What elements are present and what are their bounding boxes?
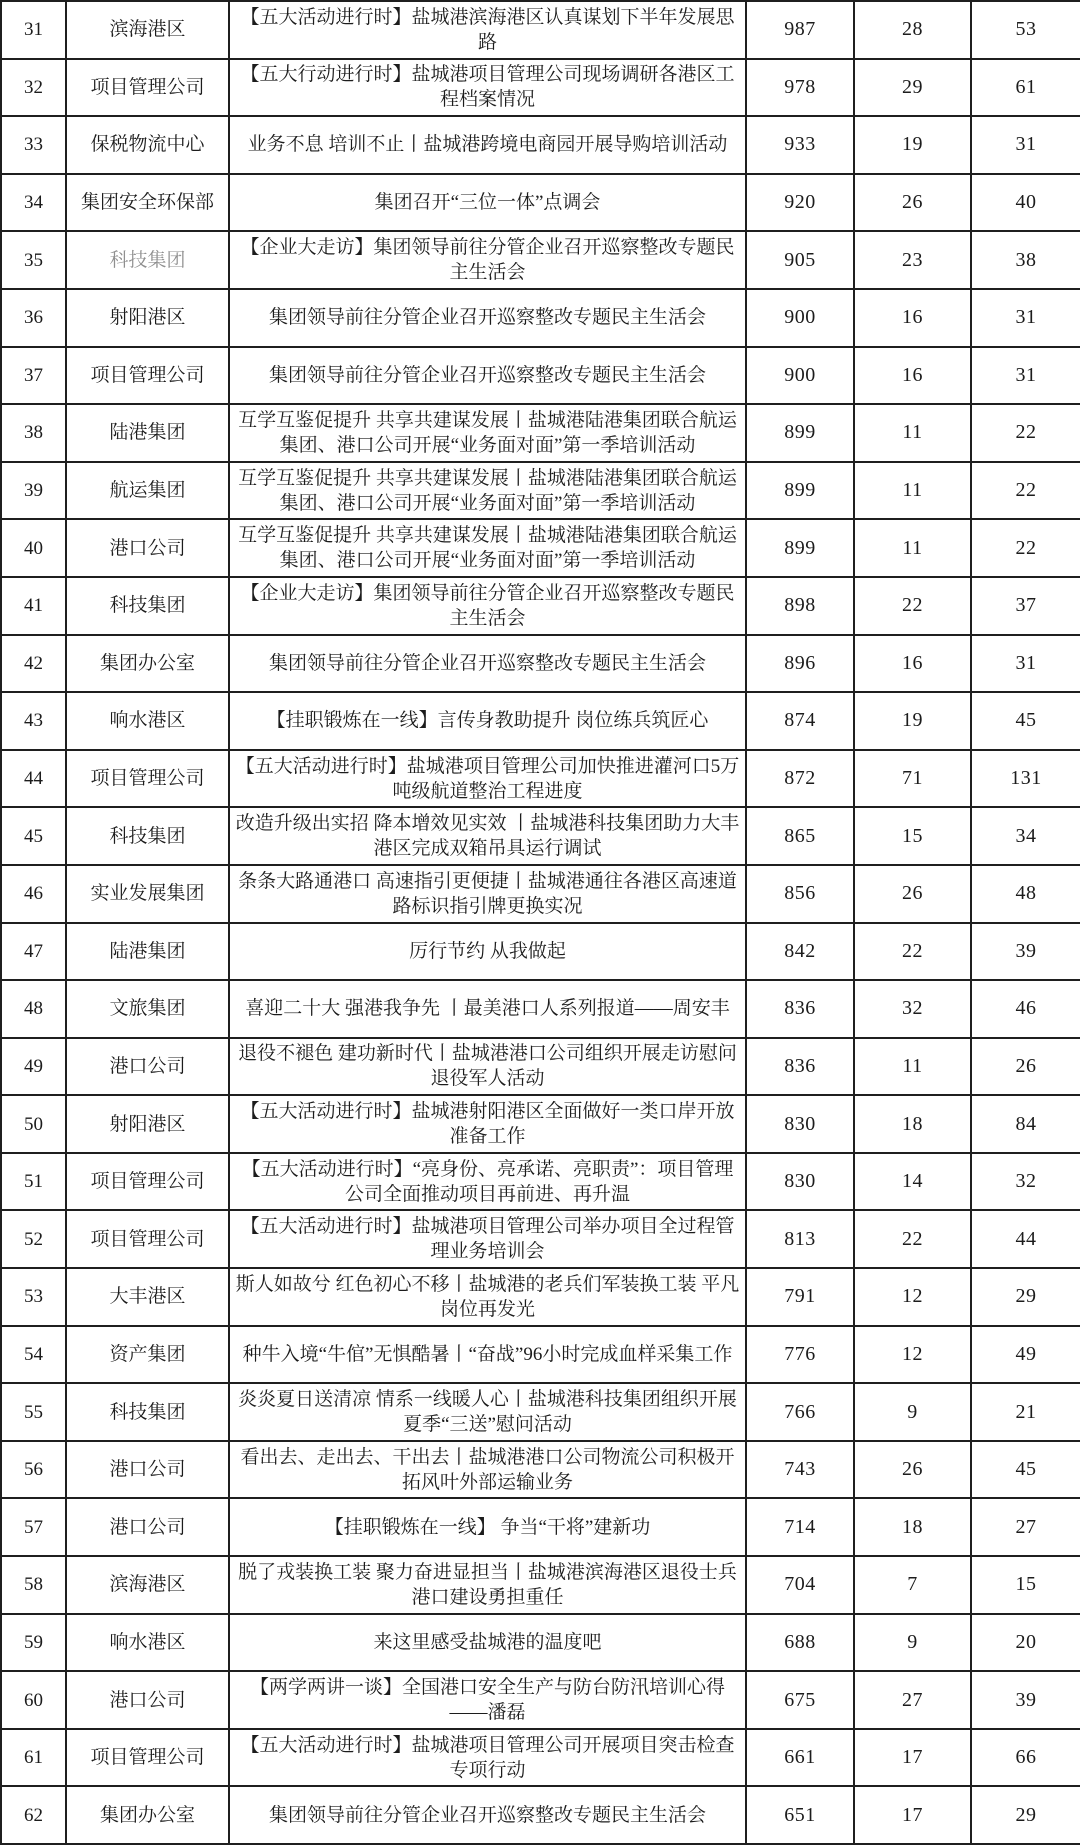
org-cell: 保税物流中心 <box>66 116 229 174</box>
rank-cell: 44 <box>1 750 66 808</box>
title-cell: 集团领导前往分管企业召开巡察整改专题民主生活会 <box>229 1786 746 1844</box>
metric3-cell: 37 <box>971 577 1080 635</box>
rank-cell: 50 <box>1 1095 66 1153</box>
rank-cell: 61 <box>1 1729 66 1787</box>
title-cell: 【五大活动进行时】盐城港射阳港区全面做好一类口岸开放准备工作 <box>229 1095 746 1153</box>
metric3-cell: 22 <box>971 519 1080 577</box>
metric1-cell: 813 <box>746 1210 854 1268</box>
metric2-cell: 11 <box>854 462 971 520</box>
title-cell: 【挂职锻炼在一线】言传身教助提升 岗位练兵筑匠心 <box>229 692 746 750</box>
title-cell: 退役不褪色 建功新时代丨盐城港港口公司组织开展走访慰问退役军人活动 <box>229 1038 746 1096</box>
org-cell: 文旅集团 <box>66 980 229 1038</box>
metric1-cell: 675 <box>746 1671 854 1729</box>
org-cell: 项目管理公司 <box>66 347 229 405</box>
report-table-body <box>1 1 1080 1844</box>
title-cell: 喜迎二十大 强港我争先 丨最美港口人系列报道——周安丰 <box>229 980 746 1038</box>
metric3-cell: 34 <box>971 807 1080 865</box>
metric2-cell: 18 <box>854 1498 971 1556</box>
org-cell: 港口公司 <box>66 519 229 577</box>
table-row <box>1 174 1080 232</box>
metric2-cell: 15 <box>854 807 971 865</box>
metric1-cell: 856 <box>746 865 854 923</box>
metric2-cell: 16 <box>854 289 971 347</box>
metric1-cell: 766 <box>746 1383 854 1441</box>
metric3-cell: 66 <box>971 1729 1080 1787</box>
table-row <box>1 980 1080 1038</box>
metric1-cell: 899 <box>746 404 854 462</box>
metric2-cell: 22 <box>854 577 971 635</box>
metric2-cell: 26 <box>854 1441 971 1499</box>
metric2-cell: 26 <box>854 174 971 232</box>
title-cell: 互学互鉴促提升 共享共建谋发展丨盐城港陆港集团联合航运集团、港口公司开展“业务面对面”第一季培训活动 <box>229 404 746 462</box>
title-cell: 互学互鉴促提升 共享共建谋发展丨盐城港陆港集团联合航运集团、港口公司开展“业务面对面”第一季培训活动 <box>229 519 746 577</box>
metric1-cell: 900 <box>746 289 854 347</box>
metric1-cell: 830 <box>746 1095 854 1153</box>
metric2-cell: 16 <box>854 635 971 693</box>
title-cell: 条条大路通港口 高速指引更便捷丨盐城港通往各港区高速道路标识指引牌更换实况 <box>229 865 746 923</box>
title-cell: 【五大活动进行时】盐城港滨海港区认真谋划下半年发展思路 <box>229 1 746 59</box>
table-row <box>1 1210 1080 1268</box>
org-cell: 科技集团 <box>66 1383 229 1441</box>
org-cell: 实业发展集团 <box>66 865 229 923</box>
metric3-cell: 22 <box>971 462 1080 520</box>
table-row <box>1 116 1080 174</box>
table-row <box>1 1095 1080 1153</box>
org-cell: 项目管理公司 <box>66 1729 229 1787</box>
rank-cell: 35 <box>1 231 66 289</box>
table-row <box>1 1498 1080 1556</box>
rank-cell: 38 <box>1 404 66 462</box>
metric3-cell: 39 <box>971 923 1080 981</box>
metric3-cell: 84 <box>971 1095 1080 1153</box>
org-cell: 集团办公室 <box>66 635 229 693</box>
metric3-cell: 48 <box>971 865 1080 923</box>
metric2-cell: 19 <box>854 692 971 750</box>
title-cell: 【五大活动进行时】盐城港项目管理公司举办项目全过程管理业务培训会 <box>229 1210 746 1268</box>
table-row <box>1 1729 1080 1787</box>
metric2-cell: 27 <box>854 1671 971 1729</box>
table-row <box>1 59 1080 117</box>
metric1-cell: 661 <box>746 1729 854 1787</box>
table-row <box>1 577 1080 635</box>
org-cell: 射阳港区 <box>66 289 229 347</box>
title-cell: 互学互鉴促提升 共享共建谋发展丨盐城港陆港集团联合航运集团、港口公司开展“业务面对面”第一季培训活动 <box>229 462 746 520</box>
title-cell: 【两学两讲一谈】全国港口安全生产与防台防汛培训心得——潘磊 <box>229 1671 746 1729</box>
metric2-cell: 12 <box>854 1268 971 1326</box>
rank-cell: 47 <box>1 923 66 981</box>
metric2-cell: 9 <box>854 1614 971 1672</box>
table-row <box>1 635 1080 693</box>
table-row <box>1 231 1080 289</box>
metric1-cell: 836 <box>746 1038 854 1096</box>
metric2-cell: 11 <box>854 404 971 462</box>
metric1-cell: 900 <box>746 347 854 405</box>
metric1-cell: 899 <box>746 519 854 577</box>
metric2-cell: 7 <box>854 1556 971 1614</box>
table-row <box>1 1441 1080 1499</box>
org-cell: 航运集团 <box>66 462 229 520</box>
rank-cell: 49 <box>1 1038 66 1096</box>
metric2-cell: 17 <box>854 1786 971 1844</box>
metric1-cell: 651 <box>746 1786 854 1844</box>
metric1-cell: 920 <box>746 174 854 232</box>
title-cell: 集团领导前往分管企业召开巡察整改专题民主生活会 <box>229 347 746 405</box>
metric1-cell: 872 <box>746 750 854 808</box>
table-row <box>1 1326 1080 1384</box>
rank-cell: 57 <box>1 1498 66 1556</box>
metric2-cell: 9 <box>854 1383 971 1441</box>
title-cell: 来这里感受盐城港的温度吧 <box>229 1614 746 1672</box>
org-cell: 陆港集团 <box>66 404 229 462</box>
title-cell: 【企业大走访】集团领导前往分管企业召开巡察整改专题民主生活会 <box>229 231 746 289</box>
title-cell: 斯人如故兮 红色初心不移丨盐城港的老兵们军装换工装 平凡岗位再发光 <box>229 1268 746 1326</box>
metric3-cell: 49 <box>971 1326 1080 1384</box>
metric3-cell: 31 <box>971 635 1080 693</box>
table-row <box>1 1556 1080 1614</box>
rank-cell: 55 <box>1 1383 66 1441</box>
table-row <box>1 1786 1080 1844</box>
rank-cell: 54 <box>1 1326 66 1384</box>
metric1-cell: 776 <box>746 1326 854 1384</box>
table-row <box>1 1614 1080 1672</box>
table-row <box>1 865 1080 923</box>
rank-cell: 52 <box>1 1210 66 1268</box>
table-row <box>1 289 1080 347</box>
metric1-cell: 933 <box>746 116 854 174</box>
title-cell: 脱了戎装换工装 聚力奋进显担当丨盐城港滨海港区退役士兵港口建设勇担重任 <box>229 1556 746 1614</box>
org-cell: 项目管理公司 <box>66 1210 229 1268</box>
metric1-cell: 978 <box>746 59 854 117</box>
org-cell: 港口公司 <box>66 1671 229 1729</box>
rank-cell: 39 <box>1 462 66 520</box>
org-cell: 项目管理公司 <box>66 1153 229 1211</box>
metric1-cell: 836 <box>746 980 854 1038</box>
rank-cell: 37 <box>1 347 66 405</box>
metric2-cell: 14 <box>854 1153 971 1211</box>
title-cell: 【企业大走访】集团领导前往分管企业召开巡察整改专题民主生活会 <box>229 577 746 635</box>
metric2-cell: 26 <box>854 865 971 923</box>
metric2-cell: 29 <box>854 59 971 117</box>
title-cell: 炎炎夏日送清凉 情系一线暖人心丨盐城港科技集团组织开展夏季“三送”慰问活动 <box>229 1383 746 1441</box>
rank-cell: 36 <box>1 289 66 347</box>
table-row <box>1 750 1080 808</box>
metric1-cell: 865 <box>746 807 854 865</box>
rank-cell: 46 <box>1 865 66 923</box>
org-cell: 科技集团 <box>66 231 229 289</box>
org-cell: 滨海港区 <box>66 1 229 59</box>
rank-cell: 42 <box>1 635 66 693</box>
metric1-cell: 714 <box>746 1498 854 1556</box>
table-row <box>1 1671 1080 1729</box>
org-cell: 集团办公室 <box>66 1786 229 1844</box>
rank-cell: 59 <box>1 1614 66 1672</box>
org-cell: 响水港区 <box>66 1614 229 1672</box>
metric1-cell: 791 <box>746 1268 854 1326</box>
title-cell: 【五大活动进行时】盐城港项目管理公司开展项目突击检查专项行动 <box>229 1729 746 1787</box>
rank-cell: 51 <box>1 1153 66 1211</box>
table-row <box>1 1 1080 59</box>
org-cell: 大丰港区 <box>66 1268 229 1326</box>
metric3-cell: 20 <box>971 1614 1080 1672</box>
metric2-cell: 11 <box>854 1038 971 1096</box>
rank-cell: 32 <box>1 59 66 117</box>
metric1-cell: 898 <box>746 577 854 635</box>
org-cell: 港口公司 <box>66 1441 229 1499</box>
org-cell: 科技集团 <box>66 577 229 635</box>
metric3-cell: 32 <box>971 1153 1080 1211</box>
metric3-cell: 44 <box>971 1210 1080 1268</box>
table-row <box>1 1038 1080 1096</box>
title-cell: 集团召开“三位一体”点调会 <box>229 174 746 232</box>
title-cell: 业务不息 培训不止丨盐城港跨境电商园开展导购培训活动 <box>229 116 746 174</box>
metric2-cell: 32 <box>854 980 971 1038</box>
metric1-cell: 842 <box>746 923 854 981</box>
table-row <box>1 404 1080 462</box>
org-cell: 项目管理公司 <box>66 59 229 117</box>
title-cell: 厉行节约 从我做起 <box>229 923 746 981</box>
table-row <box>1 347 1080 405</box>
metric2-cell: 23 <box>854 231 971 289</box>
rank-cell: 41 <box>1 577 66 635</box>
metric1-cell: 743 <box>746 1441 854 1499</box>
org-cell: 陆港集团 <box>66 923 229 981</box>
rank-cell: 53 <box>1 1268 66 1326</box>
org-cell: 项目管理公司 <box>66 750 229 808</box>
metric2-cell: 28 <box>854 1 971 59</box>
metric1-cell: 899 <box>746 462 854 520</box>
rank-cell: 48 <box>1 980 66 1038</box>
metric3-cell: 31 <box>971 347 1080 405</box>
rank-cell: 31 <box>1 1 66 59</box>
metric1-cell: 905 <box>746 231 854 289</box>
title-cell: 【五大活动进行时】“亮身份、亮承诺、亮职责”：项目管理公司全面推动项目再前进、再升温 <box>229 1153 746 1211</box>
metric3-cell: 26 <box>971 1038 1080 1096</box>
table-row <box>1 1153 1080 1211</box>
org-cell: 响水港区 <box>66 692 229 750</box>
rank-cell: 56 <box>1 1441 66 1499</box>
table-row <box>1 692 1080 750</box>
title-cell: 看出去、走出去、干出去丨盐城港港口公司物流公司积极开拓风叶外部运输业务 <box>229 1441 746 1499</box>
metric1-cell: 688 <box>746 1614 854 1672</box>
metric3-cell: 21 <box>971 1383 1080 1441</box>
metric2-cell: 22 <box>854 923 971 981</box>
rank-cell: 34 <box>1 174 66 232</box>
metric3-cell: 38 <box>971 231 1080 289</box>
metric3-cell: 31 <box>971 289 1080 347</box>
org-cell: 资产集团 <box>66 1326 229 1384</box>
rank-cell: 58 <box>1 1556 66 1614</box>
table-row <box>1 1268 1080 1326</box>
org-cell: 港口公司 <box>66 1038 229 1096</box>
metric3-cell: 27 <box>971 1498 1080 1556</box>
rank-cell: 33 <box>1 116 66 174</box>
metric1-cell: 896 <box>746 635 854 693</box>
title-cell: 【五大活动进行时】盐城港项目管理公司加快推进灌河口5万吨级航道整治工程进度 <box>229 750 746 808</box>
title-cell: 集团领导前往分管企业召开巡察整改专题民主生活会 <box>229 635 746 693</box>
rank-cell: 45 <box>1 807 66 865</box>
metric2-cell: 11 <box>854 519 971 577</box>
org-cell: 科技集团 <box>66 807 229 865</box>
metric3-cell: 61 <box>971 59 1080 117</box>
rank-cell: 62 <box>1 1786 66 1844</box>
org-cell: 滨海港区 <box>66 1556 229 1614</box>
title-cell: 种牛入境“牛倌”无惧酷暑丨“奋战”96小时完成血样采集工作 <box>229 1326 746 1384</box>
metric3-cell: 46 <box>971 980 1080 1038</box>
metric3-cell: 53 <box>971 1 1080 59</box>
metric2-cell: 16 <box>854 347 971 405</box>
title-cell: 集团领导前往分管企业召开巡察整改专题民主生活会 <box>229 289 746 347</box>
metric2-cell: 12 <box>854 1326 971 1384</box>
metric3-cell: 131 <box>971 750 1080 808</box>
rank-cell: 40 <box>1 519 66 577</box>
metric1-cell: 704 <box>746 1556 854 1614</box>
table-row <box>1 1383 1080 1441</box>
rank-cell: 60 <box>1 1671 66 1729</box>
title-cell: 【挂职锻炼在一线】 争当“干将”建新功 <box>229 1498 746 1556</box>
metric3-cell: 40 <box>971 174 1080 232</box>
metric1-cell: 987 <box>746 1 854 59</box>
metric1-cell: 874 <box>746 692 854 750</box>
rank-cell: 43 <box>1 692 66 750</box>
title-cell: 改造升级出实招 降本增效见实效 丨盐城港科技集团助力大丰港区完成双箱吊具运行调试 <box>229 807 746 865</box>
org-cell: 集团安全环保部 <box>66 174 229 232</box>
metric3-cell: 31 <box>971 116 1080 174</box>
metric3-cell: 15 <box>971 1556 1080 1614</box>
metric3-cell: 45 <box>971 1441 1080 1499</box>
metric2-cell: 17 <box>854 1729 971 1787</box>
table-row <box>1 923 1080 981</box>
metric2-cell: 18 <box>854 1095 971 1153</box>
metric1-cell: 830 <box>746 1153 854 1211</box>
metric3-cell: 29 <box>971 1268 1080 1326</box>
table-row <box>1 519 1080 577</box>
metric3-cell: 45 <box>971 692 1080 750</box>
title-cell: 【五大行动进行时】盐城港项目管理公司现场调研各港区工程档案情况 <box>229 59 746 117</box>
metric3-cell: 29 <box>971 1786 1080 1844</box>
metric3-cell: 22 <box>971 404 1080 462</box>
metric2-cell: 19 <box>854 116 971 174</box>
org-cell: 射阳港区 <box>66 1095 229 1153</box>
metric2-cell: 71 <box>854 750 971 808</box>
metric3-cell: 39 <box>971 1671 1080 1729</box>
table-row <box>1 462 1080 520</box>
table-row <box>1 807 1080 865</box>
metric2-cell: 22 <box>854 1210 971 1268</box>
org-cell: 港口公司 <box>66 1498 229 1556</box>
